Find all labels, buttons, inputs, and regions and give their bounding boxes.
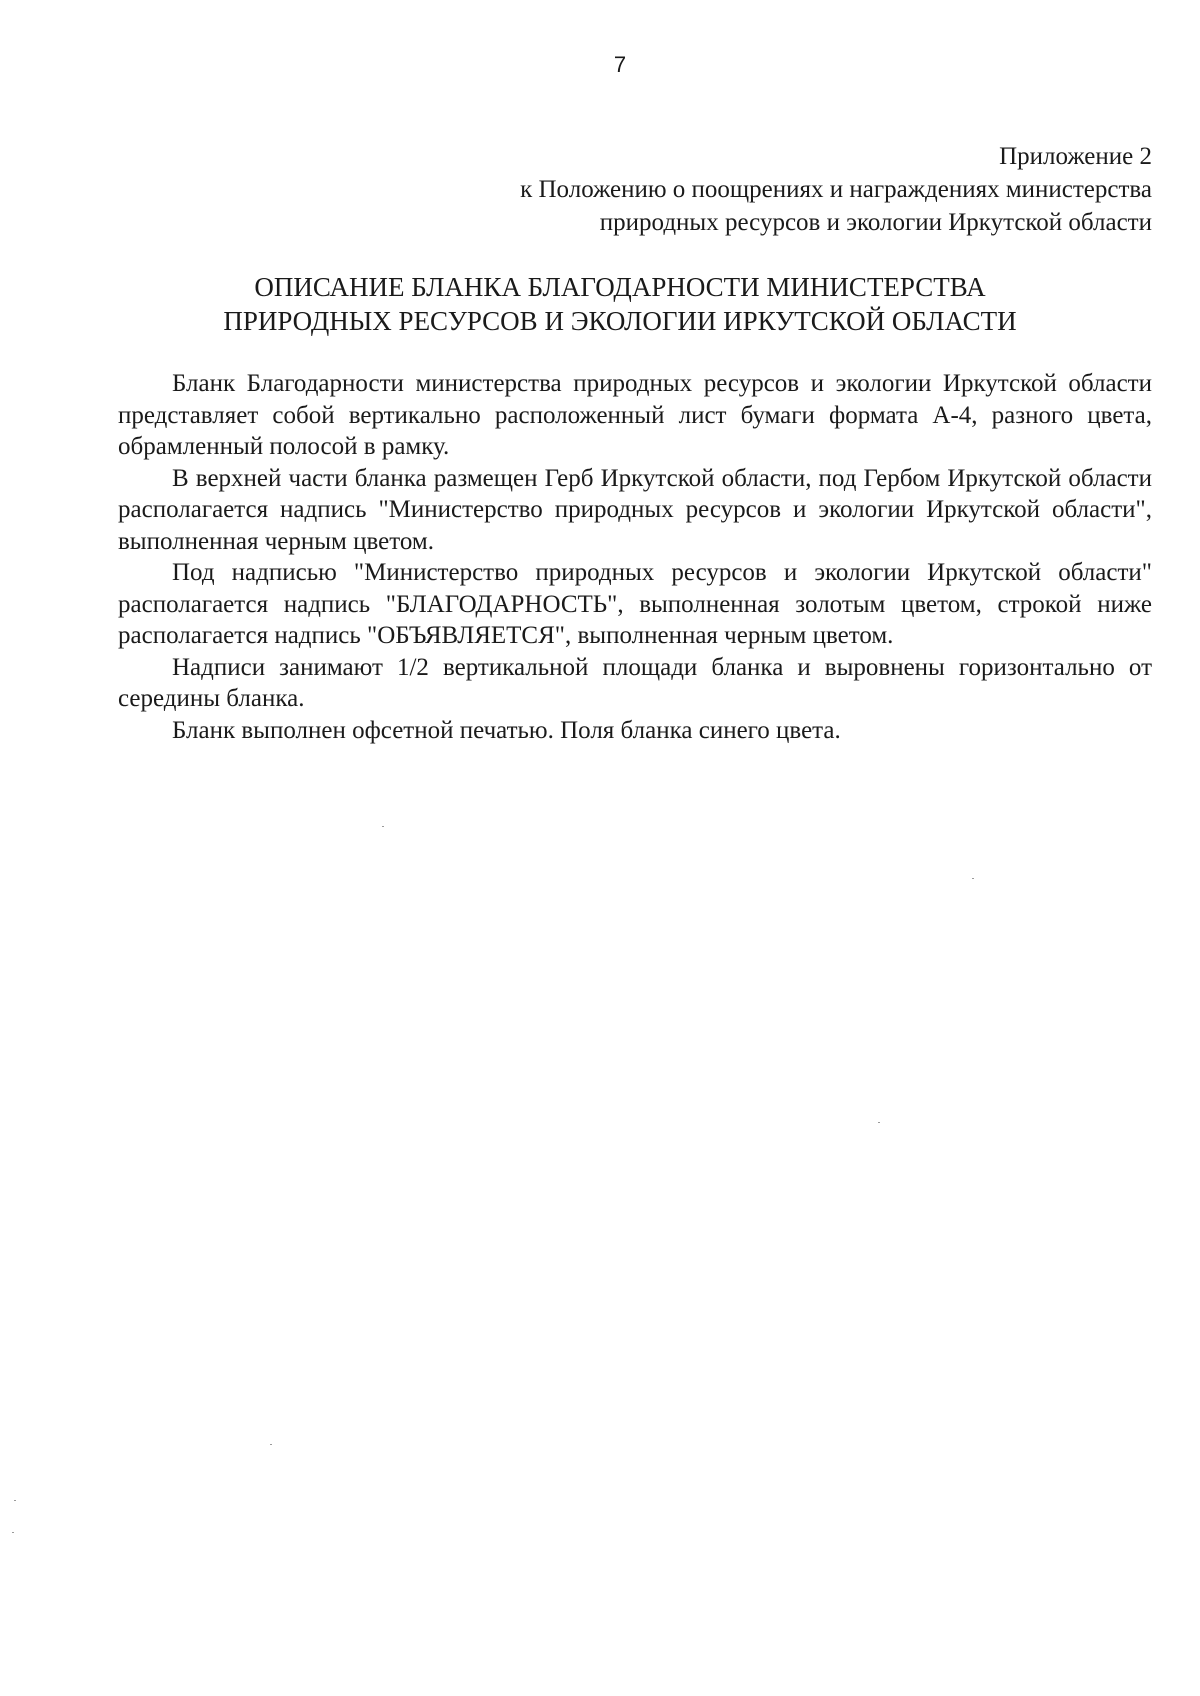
paragraph: Бланк выполнен офсетной печатью. Поля бланка синего цвета. <box>172 716 841 744</box>
paragraph: В верхней части бланка размещен Герб Иркутской области, под Гербом Иркутской области располагается надпись "Министерство природных ресурсов и экологии Иркутской области", выполненная черным цветом. <box>118 464 1152 555</box>
scan-speck <box>382 826 384 827</box>
paragraph: Под надписью "Министерство природных ресурсов и экологии Иркутской области" располагается надпись "БЛАГОДАРНОСТЬ", выполненная золотым цветом, строкой ниже располагается надпись "ОБЪЯВЛЯЕТСЯ", выполненная черным цветом. <box>118 559 1152 649</box>
document-body <box>118 368 1152 746</box>
scan-speck <box>270 1444 272 1445</box>
scan-speck <box>972 878 974 879</box>
paragraph: Бланк Благодарности министерства природных ресурсов и экологии Иркутской области представляет собой вертикально расположенный лист бумаги формата А-4, разного цвета, обрамленный полосой в рамку. <box>118 370 1152 460</box>
scan-speck <box>14 1500 16 1501</box>
title-line-2: ПРИРОДНЫХ РЕСУРСОВ И ЭКОЛОГИИ ИРКУТСКОЙ ОБЛАСТИ <box>223 306 1017 336</box>
page-number: 7 <box>613 52 627 77</box>
appendix-line-3: природных ресурсов и экологии Иркутской области <box>599 209 1152 236</box>
paragraph: Надписи занимают 1/2 вертикальной площади бланка и выровнены горизонтально от середины бланка. <box>118 653 1152 712</box>
scan-speck <box>878 1122 880 1123</box>
scan-speck <box>12 1532 14 1533</box>
appendix-line-2: к Положению о поощрениях и награждениях министерства <box>520 176 1152 203</box>
document-title <box>160 270 1080 338</box>
appendix-reference <box>252 140 1152 239</box>
appendix-line-1: Приложение 2 <box>999 143 1152 170</box>
title-line-1: ОПИСАНИЕ БЛАНКА БЛАГОДАРНОСТИ МИНИСТЕРСТВА <box>254 272 986 302</box>
